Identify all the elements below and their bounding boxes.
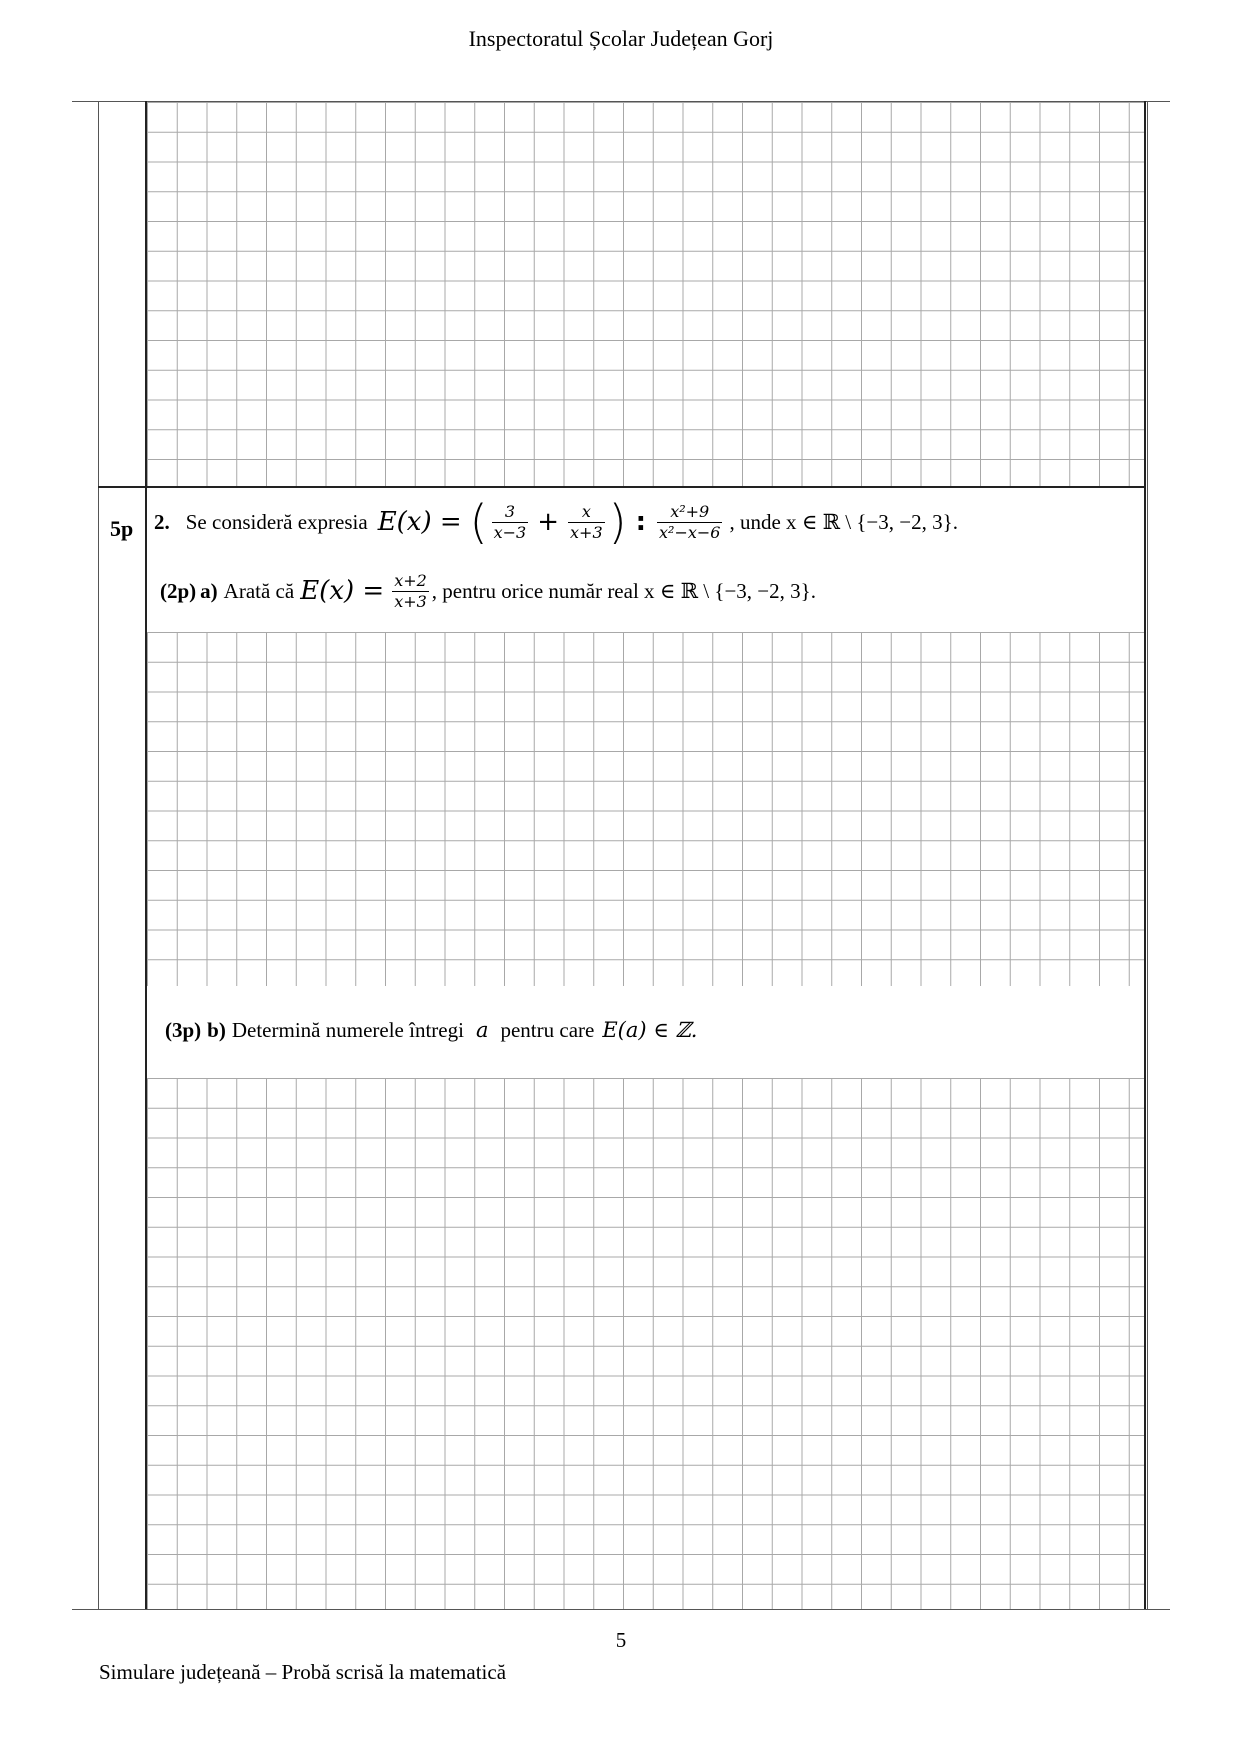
close-paren: )	[608, 495, 627, 549]
part-b-text-mid: pentru care	[500, 1017, 595, 1042]
part-b-expr: E(a) ∈ ℤ.	[602, 1018, 698, 1042]
open-paren: (	[469, 495, 488, 549]
fraction-1-num: 3	[504, 501, 516, 521]
exercise-divider	[98, 486, 1146, 488]
answer-grid-part-b	[147, 1078, 1144, 1609]
fraction-1-den: x−3	[493, 522, 527, 542]
part-a-expr-lhs: E(x) =	[300, 576, 385, 606]
part-a-fraction	[392, 571, 429, 612]
exercise-statement	[154, 497, 958, 547]
part-a-fraction-den: x+3	[394, 591, 427, 611]
fraction-3-num: x²+9	[670, 501, 710, 521]
part-b-text: Determină numerele întregi	[231, 1017, 464, 1042]
part-a-text: Arată că	[223, 578, 295, 603]
part-a-text-after: , pentru orice număr real x ∈ ℝ \ {−3, −2, 3}.	[431, 578, 816, 603]
exercise-points: 5p	[110, 516, 134, 541]
answer-grid-previous	[147, 102, 1144, 486]
part-b-statement	[165, 1013, 697, 1047]
expression-lhs: E(x) =	[377, 507, 462, 537]
left-border	[98, 101, 99, 1609]
fraction-3-den: x²−x−6	[659, 522, 721, 542]
part-a-points: (2p)	[160, 578, 197, 603]
right-outer-border	[1147, 101, 1148, 1609]
plus-sign: +	[537, 507, 560, 537]
part-a-fraction-num: x+2	[394, 570, 427, 590]
part-b-letter: b)	[207, 1017, 226, 1042]
domain-text: , unde x ∈ ℝ \ {−3, −2, 3}.	[729, 509, 958, 534]
fraction-2-den: x+3	[570, 522, 603, 542]
exercise-intro: Se consideră expresia	[185, 509, 368, 534]
exercise-number: 2.	[154, 509, 170, 534]
fraction-1	[492, 502, 529, 543]
part-a-letter: a)	[200, 578, 218, 603]
page-header: Inspectoratul Școlar Județean Gorj	[468, 26, 774, 51]
footer-exam-title: Simulare județeană – Probă scrisă la matematică	[99, 1660, 507, 1684]
fraction-3	[657, 502, 722, 543]
division-colon: :	[635, 507, 646, 537]
fraction-2	[568, 502, 605, 543]
part-b-points: (3p)	[165, 1017, 202, 1042]
bottom-border	[72, 1609, 1170, 1610]
fraction-2-num: x	[581, 501, 591, 521]
page-number: 5	[615, 1628, 627, 1652]
right-border	[1144, 101, 1146, 1609]
part-a-statement	[160, 565, 816, 617]
part-b-variable: a	[475, 1018, 489, 1042]
answer-grid-part-a	[147, 632, 1144, 986]
